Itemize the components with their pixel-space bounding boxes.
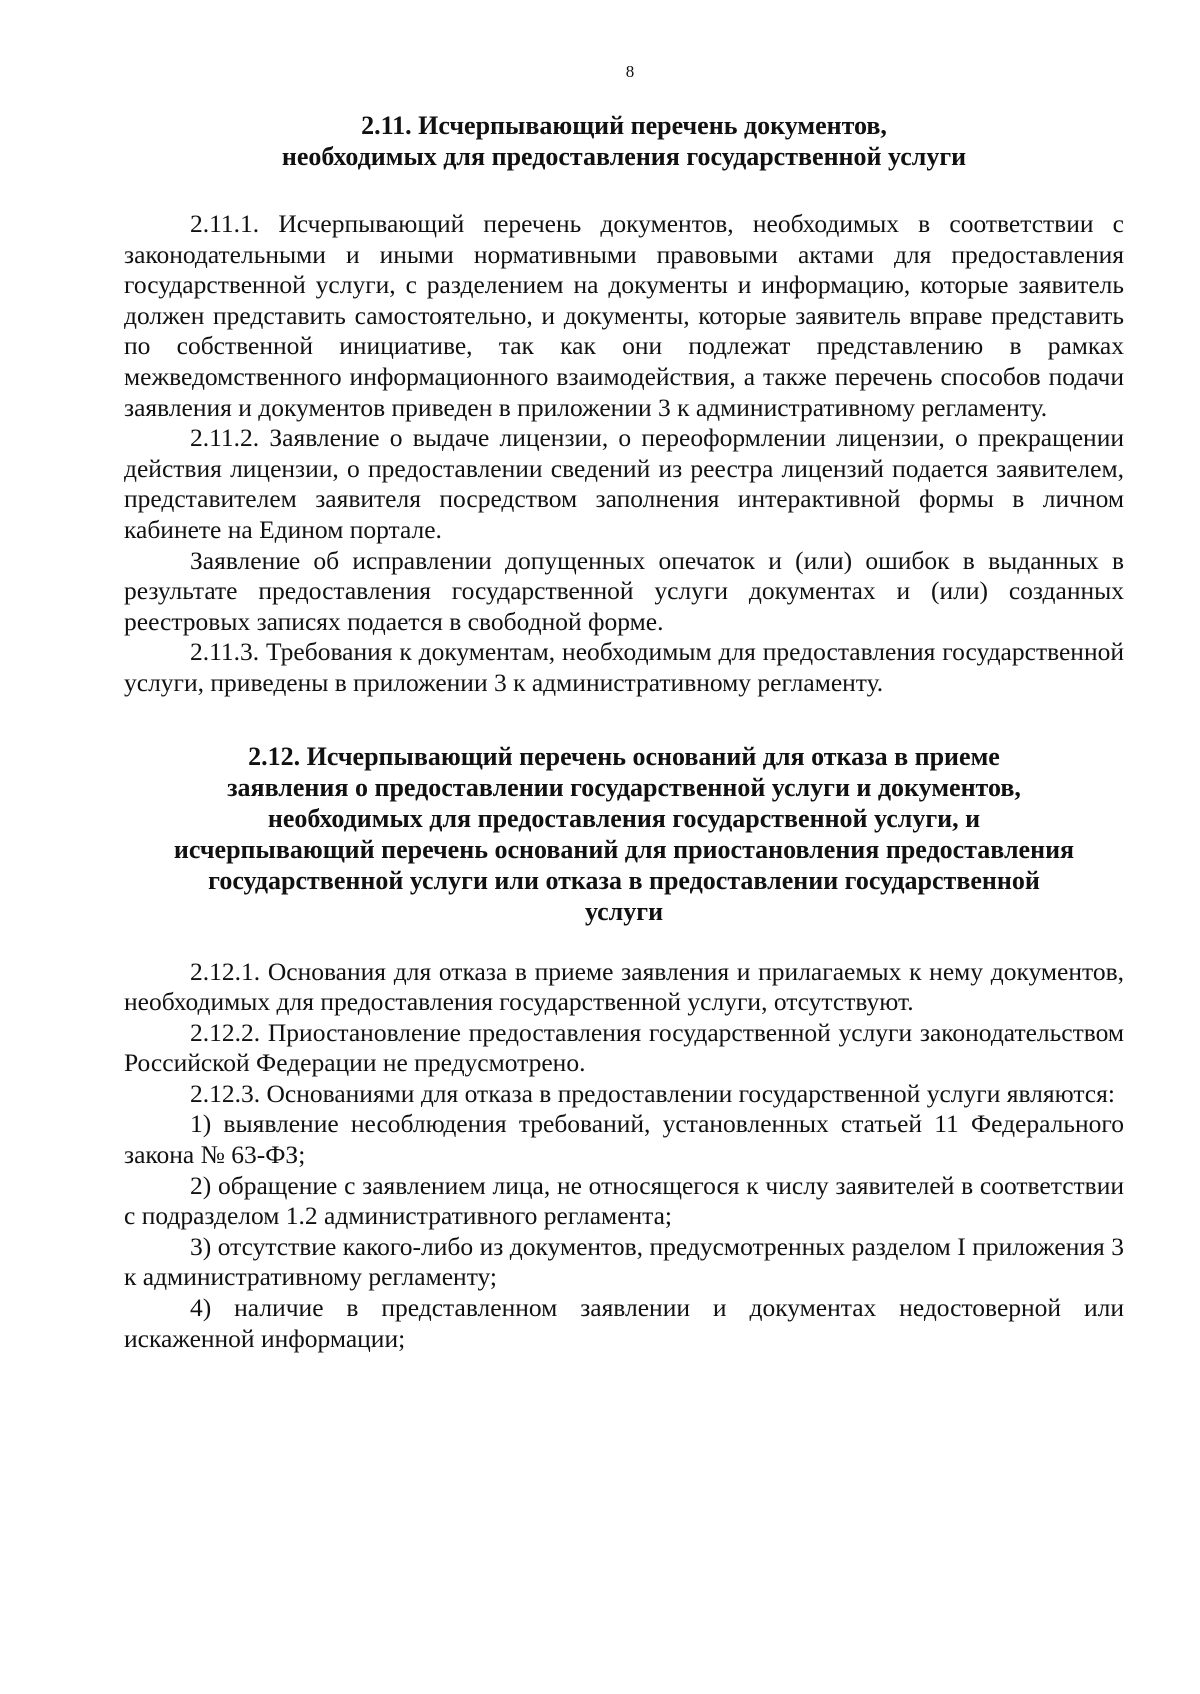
section-2-12-heading <box>124 741 1124 927</box>
paragraph-corrections: Заявление об исправлении допущенных опечаток и (или) ошибок в выданных в результате предоставления государственной услуги документах и (или) созданных реестровых записях подается в свободной форме. <box>124 545 1124 636</box>
paragraph-2-12-3: 2.12.3. Основаниями для отказа в предоставлении государственной услуги являются: <box>190 1078 1115 1108</box>
heading-line: услуги <box>584 896 664 926</box>
document-body <box>124 110 1124 1354</box>
paragraph-2-11-1: 2.11.1. Исчерпывающий перечень документов, необходимых в соответствии с законодательными и иными нормативными правовыми актами для предоставления государственной услуги, с разделением на документы и информацию, которые заявитель должен представить самостоятельно, и документы, которые заявитель вправе представить по собственной инициативе, так как они подлежат представлению в рамках межведомственного информационного взаимодействия, а также перечень способов подачи заявления и документов приведен в приложении 3 к административному регламенту. <box>124 209 1124 422</box>
heading-line: заявления о предоставлении государственной услуги и документов, <box>227 772 1021 802</box>
heading-line: 2.12. Исчерпывающий перечень оснований для отказа в приеме <box>248 741 1000 771</box>
list-item-1: 1) выявление несоблюдения требований, установленных статьей 11 Федерального закона № 63-ФЗ; <box>124 1109 1124 1170</box>
section-2-11-heading <box>124 110 1124 172</box>
page-number: 8 <box>625 62 635 81</box>
heading-line: необходимых для предоставления государственной услуги <box>281 142 967 171</box>
paragraph-2-12-1: 2.12.1. Основания для отказа в приеме заявления и прилагаемых к нему документов, необходимых для предоставления государственной услуги, отсутствуют. <box>124 956 1124 1017</box>
heading-line: государственной услуги или отказа в предоставлении государственной <box>208 865 1040 895</box>
list-item-4: 4) наличие в представленном заявлении и документах недостоверной или искаженной информации; <box>124 1293 1124 1353</box>
list-item-2: 2) обращение с заявлением лица, не относящегося к числу заявителей в соответствии с подразделом 1.2 административного регламента; <box>124 1170 1124 1231</box>
paragraph-2-12-2: 2.12.2. Приостановление предоставления государственной услуги законодательством Российской Федерации не предусмотрено. <box>124 1017 1124 1078</box>
heading-line: исчерпывающий перечень оснований для приостановления предоставления <box>173 834 1075 864</box>
paragraph-2-11-3: 2.11.3. Требования к документам, необходимым для предоставления государственной услуги, приведены в приложении 3 к административному регламенту. <box>124 637 1124 697</box>
heading-line: 2.11. Исчерпывающий перечень документов, <box>361 111 887 140</box>
heading-line: необходимых для предоставления государственной услуги, и <box>267 803 981 833</box>
list-item-3: 3) отсутствие какого-либо из документов, предусмотренных разделом I приложения 3 к административному регламенту; <box>124 1231 1124 1292</box>
paragraph-2-11-2: 2.11.2. Заявление о выдаче лицензии, о переоформлении лицензии, о прекращении действия лицензии, о предоставлении сведений из реестра лицензий подается заявителем, представителем заявителя посредством заполнения интерактивной формы в личном кабинете на Едином портале. <box>124 423 1124 544</box>
